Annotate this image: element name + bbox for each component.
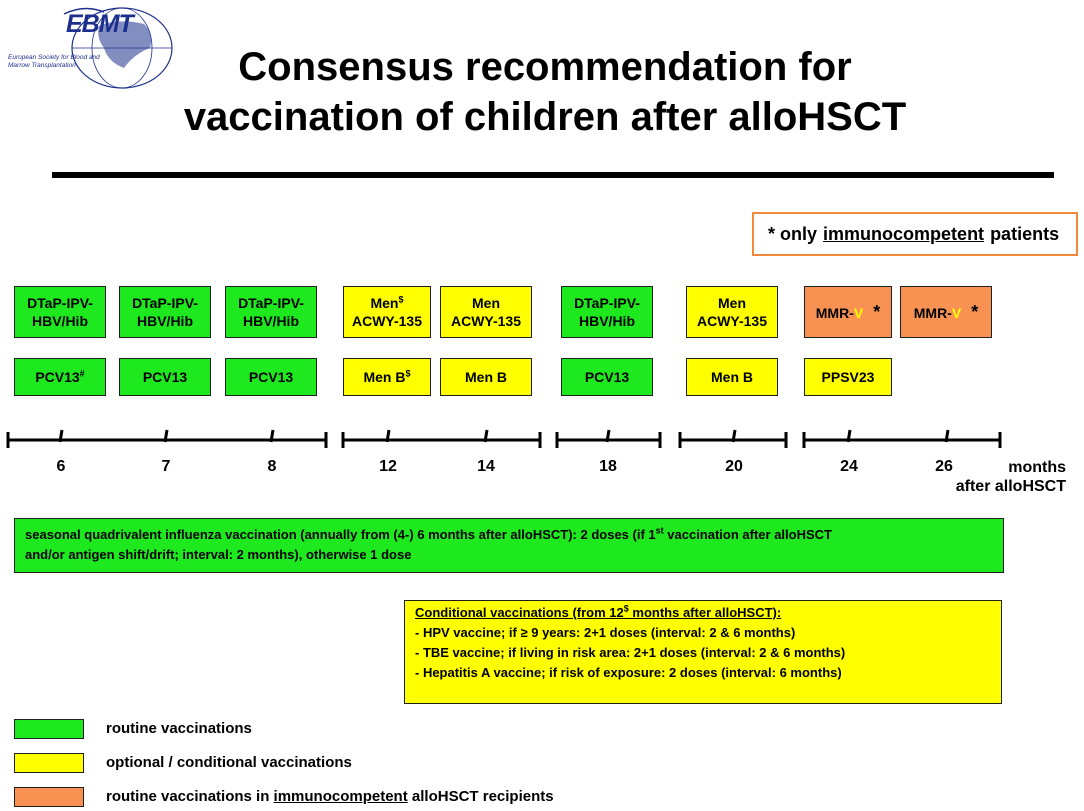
box-line: Men — [472, 295, 500, 311]
vaccine-box-pcv13-7 — [119, 358, 211, 396]
unit-line-1: months — [1008, 459, 1066, 476]
vaccine-box-mmrv-24 — [804, 286, 892, 338]
title-line-1: Consensus recommendation for — [238, 45, 852, 89]
legend-swatch-routine — [14, 719, 84, 739]
box-line: HBV/Hib — [137, 313, 193, 329]
timeline-tick — [607, 430, 609, 442]
box-line: HBV/Hib — [32, 313, 88, 329]
box-line: ACWY-135 — [450, 313, 522, 329]
timeline-tick — [387, 430, 389, 442]
logo-subtitle: European Society for Blood and Marrow Transplantation — [8, 54, 100, 69]
note-post: patients — [990, 223, 1060, 244]
legend-text: alloHSCT recipients — [407, 788, 554, 805]
tick-label-14: 14 — [477, 458, 495, 475]
timeline-tick — [485, 430, 487, 442]
legend-swatch-immunocompetent — [14, 787, 84, 807]
conditional-item: - HPV vaccine; if ≥ 9 years: 2+1 doses (interval: 2 & 6 months) — [415, 625, 796, 640]
timeline-tick — [848, 430, 850, 442]
influenza-line-1 — [25, 525, 993, 545]
box-text: Men — [370, 295, 399, 311]
conditional-item: - Hepatitis A vaccine; if risk of exposure: 2 doses (interval: 6 months) — [415, 665, 842, 680]
influenza-text: vaccination after alloHSCT — [663, 527, 832, 542]
box-text: PCV13 — [35, 369, 80, 385]
box-line: DTaP-IPV- — [238, 295, 304, 311]
timeline-tick — [733, 430, 735, 442]
influenza-text: seasonal quadrivalent influenza vaccination (annually from (4-) 6 months after alloHSCT): 2 doses (if 1 — [25, 527, 656, 542]
tick-label-24: 24 — [840, 458, 858, 475]
box-line: Men — [718, 295, 746, 311]
tick-label-20: 20 — [725, 458, 743, 475]
tick-label-8: 8 — [267, 458, 277, 475]
page-title — [120, 42, 970, 142]
logo-name: EBMT — [66, 10, 133, 38]
vaccine-box-menb-14 — [440, 358, 532, 396]
box-line: DTaP-IPV- — [574, 295, 640, 311]
box-line — [15, 368, 105, 386]
box-line: DTaP-IPV- — [132, 295, 198, 311]
timeline-tick — [165, 430, 167, 442]
box-star: * — [873, 301, 881, 322]
box-line: PCV13 — [584, 369, 630, 385]
legend-swatch-optional — [14, 753, 84, 773]
box-line: ACWY-135 — [351, 313, 423, 329]
unit-line-2: after alloHSCT — [955, 478, 1066, 495]
box-line: PCV13 — [248, 369, 294, 385]
vaccine-box-pcv13-8 — [225, 358, 317, 396]
legend-text: routine vaccinations in — [106, 788, 274, 805]
influenza-box — [14, 518, 1004, 573]
box-sup: $ — [398, 294, 404, 305]
tick-label-12: 12 — [379, 458, 397, 475]
box-sup: $ — [405, 368, 411, 379]
box-line: Men B — [465, 369, 507, 385]
vaccine-box-menacwy-20 — [686, 286, 778, 338]
box-line: ACWY-135 — [696, 313, 768, 329]
vaccine-box-menb-12 — [343, 358, 431, 396]
vaccine-box-pcv13-6 — [14, 358, 106, 396]
box-line: PPSV23 — [821, 369, 875, 385]
box-line — [344, 368, 430, 386]
box-line: HBV/Hib — [243, 313, 299, 329]
heading-text: months after alloHSCT): — [628, 605, 782, 620]
box-line — [901, 303, 991, 322]
conditional-item: - TBE vaccine; if living in risk area: 2+1 doses (interval: 2 & 6 months) — [415, 645, 846, 660]
vaccine-box-pcv13-18 — [561, 358, 653, 396]
note-pre: only — [780, 223, 818, 244]
conditional-heading — [415, 603, 991, 623]
tick-label-7: 7 — [161, 458, 171, 475]
timeline-tick — [946, 430, 948, 442]
box-v: V — [951, 304, 962, 321]
vaccine-box-dtap-18 — [561, 286, 653, 338]
legend-label-routine: routine vaccinations — [106, 720, 252, 737]
influenza-sup: st — [655, 525, 664, 536]
timeline-axis — [0, 420, 1084, 460]
box-line — [344, 294, 430, 312]
box-line: DTaP-IPV- — [27, 295, 93, 311]
box-text: Men B — [363, 369, 406, 385]
tick-label-18: 18 — [599, 458, 617, 475]
vaccine-box-dtap-8 — [225, 286, 317, 338]
title-line-2: vaccination of children after alloHSCT — [183, 95, 907, 139]
box-star: * — [971, 301, 979, 322]
note-star: * — [768, 223, 776, 244]
legend-label-optional: optional / conditional vaccinations — [106, 754, 352, 771]
immunocompetent-note — [752, 212, 1078, 256]
timeline-unit — [938, 458, 1066, 496]
tick-label-6: 6 — [56, 458, 66, 475]
timeline-tick — [60, 430, 62, 442]
influenza-line-2: and/or antigen shift/drift; interval: 2 months), otherwise 1 dose — [25, 547, 412, 562]
box-v: V — [853, 304, 864, 321]
timeline-tick — [271, 430, 273, 442]
box-text: MMR- — [815, 304, 854, 321]
box-line: PCV13 — [142, 369, 188, 385]
conditional-vaccinations-box — [404, 600, 1002, 704]
box-sup: # — [79, 368, 85, 379]
legend-label-immunocompetent — [106, 788, 554, 805]
vaccine-box-menacwy-14 — [440, 286, 532, 338]
box-line: HBV/Hib — [579, 313, 635, 329]
box-line — [805, 303, 891, 322]
heading-sup: $ — [623, 603, 629, 614]
vaccine-box-dtap-6 — [14, 286, 106, 338]
vaccine-box-menb-20 — [686, 358, 778, 396]
legend-text: immunocompetent — [273, 788, 408, 805]
tick-label-26: 26 — [935, 458, 953, 475]
heading-text: Conditional vaccinations (from 12 — [415, 605, 624, 620]
box-text: MMR- — [913, 304, 952, 321]
note-underlined: immunocompetent — [823, 223, 985, 244]
vaccine-box-menacwy-12 — [343, 286, 431, 338]
vaccine-box-dtap-7 — [119, 286, 211, 338]
vaccine-box-mmrv-26 — [900, 286, 992, 338]
box-line: Men B — [711, 369, 753, 385]
vaccine-box-ppsv23-24 — [804, 358, 892, 396]
title-divider — [52, 172, 1054, 178]
